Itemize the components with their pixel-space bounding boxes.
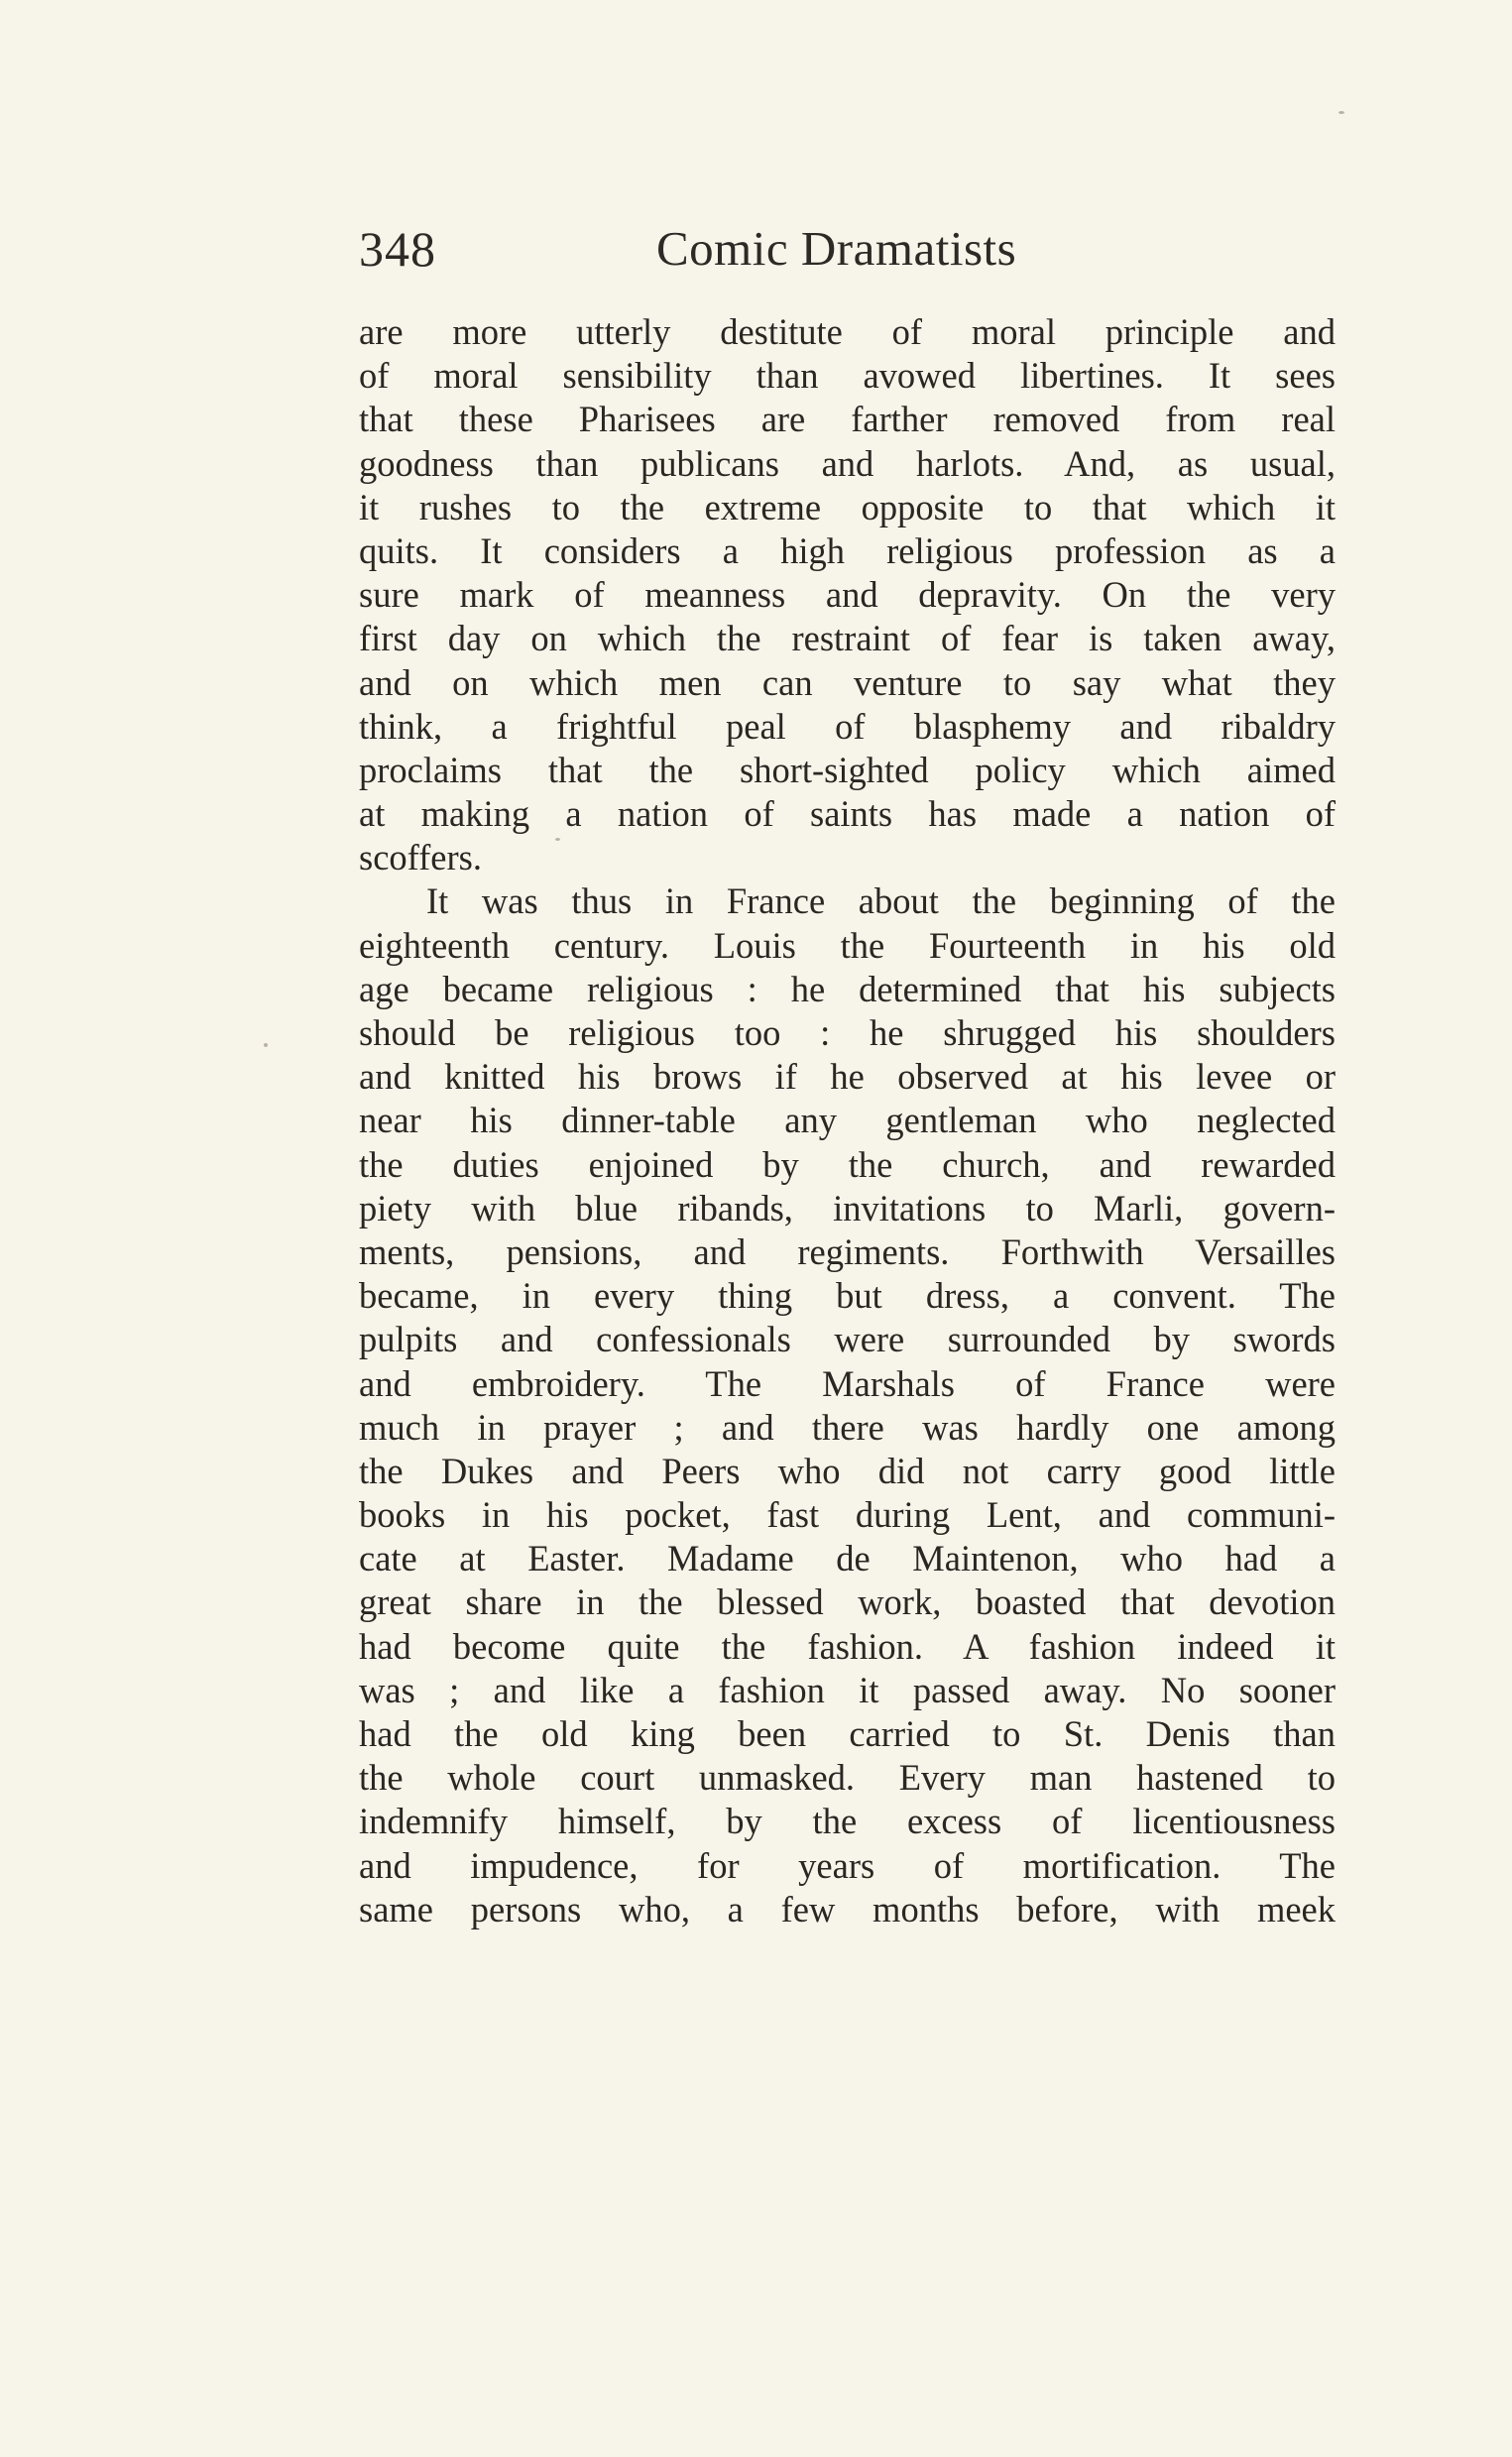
text-line: It was thus in France about the beginning of the: [426, 880, 1336, 922]
text-line: eighteenth century. Louis the Fourteenth in his old: [359, 924, 1336, 966]
text-line: are more utterly destitute of moral principle and: [359, 311, 1336, 352]
text-line: goodness than publicans and harlots. And, as usual,: [359, 442, 1336, 484]
text-line: had become quite the fashion. A fashion indeed it: [359, 1625, 1336, 1667]
text-line: age became religious : he determined that his subjects: [359, 968, 1336, 1009]
text-line: quits. It considers a high religious profession as a: [359, 529, 1336, 571]
text-line: same persons who, a few months before, with meek: [359, 1888, 1336, 1930]
text-line: and embroidery. The Marshals of France were: [359, 1362, 1336, 1404]
text-line: the whole court unmasked. Every man hastened to: [359, 1757, 1336, 1799]
text-line: think, a frightful peal of blasphemy and ribaldry: [359, 705, 1336, 747]
text-line: that these Pharisees are farther removed from real: [359, 399, 1336, 440]
text-line: should be religious too : he shrugged his shoulders: [359, 1012, 1336, 1053]
text-line: cate at Easter. Madame de Maintenon, who had a: [359, 1538, 1336, 1580]
text-line: piety with blue ribands, invitations to Marli, govern-: [359, 1187, 1336, 1228]
text-line: pulpits and confessionals were surrounded by swords: [359, 1319, 1336, 1360]
paper-speck: [1338, 111, 1344, 114]
text-line: near his dinner-table any gentleman who neglected: [359, 1100, 1336, 1141]
text-line: great share in the blessed work, boasted that devotion: [359, 1581, 1336, 1623]
text-line: and on which men can venture to say what they: [359, 661, 1336, 703]
text-line: it rushes to the extreme opposite to that which it: [359, 486, 1336, 527]
text-line: indemnify himself, by the excess of licentiousness: [359, 1801, 1336, 1842]
text-line: the Dukes and Peers who did not carry good little: [359, 1450, 1336, 1491]
text-line: much in prayer ; and there was hardly one among: [359, 1406, 1336, 1448]
paragraph: [359, 310, 1336, 879]
text-line: became, in every thing but dress, a convent. The: [359, 1275, 1336, 1317]
text-line: of moral sensibility than avowed libertines. It sees: [359, 355, 1336, 397]
text-line: proclaims that the short-sighted policy which aimed: [359, 749, 1336, 790]
paragraph: [359, 879, 1336, 1931]
text-line: books in his pocket, fast during Lent, and communi-: [359, 1494, 1336, 1536]
text-line: ments, pensions, and regiments. Forthwith Versailles: [359, 1230, 1336, 1272]
text-line: scoffers.: [359, 837, 482, 878]
text-line: and knitted his brows if he observed at his levee or: [359, 1056, 1336, 1098]
text-line: at making a nation of saints has made a nation of: [359, 793, 1336, 835]
body-text: [359, 310, 1336, 1931]
paper-speck: [264, 1043, 268, 1047]
page-header: [359, 220, 1331, 290]
text-line: sure mark of meanness and depravity. On the very: [359, 574, 1336, 616]
text-line: the duties enjoined by the church, and rewarded: [359, 1143, 1336, 1185]
paper-speck: [555, 838, 560, 841]
text-line: had the old king been carried to St. Denis than: [359, 1713, 1336, 1754]
text-line: and impudence, for years of mortification. The: [359, 1844, 1336, 1886]
running-title: Comic Dramatists: [656, 221, 1017, 276]
text-line: first day on which the restraint of fear is taken away,: [359, 618, 1336, 659]
text-line: was ; and like a fashion it passed away. No sooner: [359, 1669, 1336, 1710]
page-number: 348: [359, 221, 436, 277]
